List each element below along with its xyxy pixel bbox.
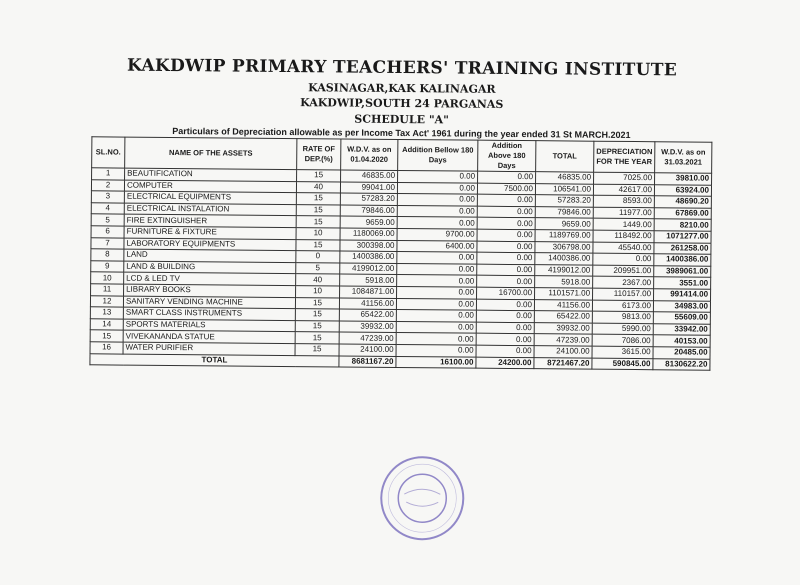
cell-sl: 5 — [91, 214, 124, 226]
cell-wdv-close: 55609.00 — [653, 312, 710, 324]
cell-asset-name: VIVEKANANDA STATUE — [123, 330, 295, 343]
cell-total: 39932.00 — [534, 322, 592, 334]
cell-wdv-open: 300398.00 — [340, 240, 397, 252]
auditor-seal-stamp — [378, 454, 467, 543]
cell-wdv-open: 4199012.00 — [340, 263, 397, 275]
cell-add-above: 0.00 — [476, 310, 534, 322]
cell-sl: 6 — [91, 226, 124, 238]
cell-total: 5918.00 — [535, 276, 593, 288]
cell-depreciation: 8593.00 — [593, 195, 654, 207]
cell-rate: 15 — [295, 309, 339, 321]
cell-add-above: 0.00 — [477, 218, 535, 230]
total-wdv-close: 8130622.20 — [653, 358, 710, 370]
cell-asset-name: LAND — [124, 249, 296, 262]
cell-asset-name: LIBRARY BOOKS — [124, 284, 296, 297]
cell-rate: 10 — [296, 228, 340, 240]
total-wdv-open: 8681167.20 — [339, 355, 396, 367]
cell-wdv-open: 9659.00 — [340, 216, 397, 228]
cell-wdv-close: 3989061.00 — [654, 265, 711, 277]
cell-depreciation: 9813.00 — [592, 311, 653, 323]
cell-depreciation: 7025.00 — [594, 172, 655, 184]
cell-add-above: 0.00 — [477, 194, 535, 206]
total-add-above: 24200.00 — [476, 357, 534, 369]
cell-add-below: 0.00 — [396, 344, 476, 356]
cell-depreciation: 11977.00 — [593, 207, 654, 219]
cell-total: 24100.00 — [534, 346, 592, 358]
cell-sl: 7 — [91, 237, 124, 249]
cell-wdv-open: 1180069.00 — [340, 228, 397, 240]
cell-rate: 15 — [296, 239, 340, 251]
col-header-asset-name: NAME OF THE ASSETS — [125, 137, 297, 169]
col-header-total: TOTAL — [536, 141, 594, 173]
cell-depreciation: 42617.00 — [593, 184, 654, 196]
cell-add-below: 0.00 — [397, 275, 477, 287]
cell-rate: 15 — [295, 297, 339, 309]
cell-wdv-open: 1400386.00 — [340, 251, 397, 263]
cell-wdv-close: 39810.00 — [655, 173, 712, 185]
cell-add-above: 0.00 — [478, 171, 536, 183]
col-header-add-above: Addition Above 180 Days — [478, 140, 536, 172]
cell-depreciation: 5990.00 — [592, 323, 653, 335]
cell-wdv-close: 67869.00 — [654, 207, 711, 219]
cell-asset-name: LABORATORY EQUIPMENTS — [124, 238, 296, 251]
cell-asset-name: ELECTRICAL EQUIPMENTS — [124, 191, 296, 204]
cell-wdv-close: 8210.00 — [654, 219, 711, 231]
cell-add-below: 0.00 — [397, 252, 477, 264]
cell-total: 9659.00 — [535, 218, 593, 230]
cell-depreciation: 0.00 — [593, 253, 654, 265]
col-header-rate: RATE OF DEP.(%) — [297, 139, 341, 170]
cell-add-below: 0.00 — [397, 286, 477, 298]
cell-sl: 2 — [91, 179, 124, 191]
cell-wdv-close: 261258.00 — [654, 242, 711, 254]
cell-depreciation: 2367.00 — [593, 277, 654, 289]
cell-add-above: 0.00 — [477, 252, 535, 264]
cell-rate: 15 — [295, 343, 339, 355]
cell-total: 1189769.00 — [535, 230, 593, 242]
cell-wdv-open: 1084871.00 — [340, 286, 397, 298]
cell-depreciation: 209951.00 — [593, 265, 654, 277]
schedule-title: SCHEDULE "A" — [354, 112, 449, 127]
cell-asset-name: COMPUTER — [124, 180, 296, 193]
cell-add-below: 0.00 — [396, 310, 476, 322]
cell-total: 46835.00 — [536, 172, 594, 184]
cell-total: 1400386.00 — [535, 253, 593, 265]
cell-sl: 16 — [90, 342, 123, 354]
cell-depreciation: 110157.00 — [593, 288, 654, 300]
cell-rate: 15 — [296, 204, 340, 216]
cell-total: 106541.00 — [535, 183, 593, 195]
cell-add-above: 7500.00 — [477, 183, 535, 195]
institute-title: KAKDWIP PRIMARY TEACHERS' TRAINING INSTITUTE — [126, 55, 678, 81]
cell-add-below: 9700.00 — [397, 228, 477, 240]
cell-rate: 15 — [297, 170, 341, 182]
cell-wdv-close: 40153.00 — [653, 335, 710, 347]
cell-asset-name: SANITARY VENDING MACHINE — [123, 296, 295, 309]
cell-sl: 8 — [91, 249, 124, 261]
cell-rate: 15 — [295, 332, 339, 344]
total-add-below: 16100.00 — [396, 356, 476, 368]
cell-add-below: 0.00 — [396, 333, 476, 345]
cell-add-below: 0.00 — [397, 263, 477, 275]
cell-add-below: 6400.00 — [397, 240, 477, 252]
col-header-add-below: Addition Bellow 180 Days — [398, 139, 478, 171]
cell-asset-name: SPORTS MATERIALS — [123, 319, 295, 332]
cell-wdv-close: 33942.00 — [653, 323, 710, 335]
cell-depreciation: 3615.00 — [592, 346, 653, 358]
cell-total: 47239.00 — [534, 334, 592, 346]
cell-add-below: 0.00 — [398, 170, 478, 182]
table-body — [90, 168, 712, 359]
cell-wdv-close: 1071277.00 — [654, 231, 711, 243]
cell-rate: 40 — [296, 181, 340, 193]
cell-add-above: 0.00 — [477, 206, 535, 218]
cell-wdv-open: 24100.00 — [339, 344, 396, 356]
cell-add-above: 0.00 — [476, 322, 534, 334]
cell-add-below: 0.00 — [397, 217, 477, 229]
cell-asset-name: LCD & LED TV — [124, 272, 296, 285]
address-line-2: KAKDWIP,SOUTH 24 PARGANAS — [300, 96, 504, 111]
cell-wdv-close: 48690.20 — [654, 196, 711, 208]
cell-total: 1101571.00 — [535, 288, 593, 300]
cell-add-above: 0.00 — [477, 264, 535, 276]
cell-wdv-close: 3551.00 — [654, 277, 711, 289]
cell-sl: 11 — [91, 284, 124, 296]
cell-wdv-close: 991414.00 — [654, 289, 711, 301]
cell-wdv-open: 46835.00 — [341, 170, 398, 182]
address-line-1: KASINAGAR,KAK KALINAGAR — [308, 81, 496, 96]
cell-wdv-open: 57283.20 — [340, 193, 397, 205]
cell-asset-name: BEAUTIFICATION — [125, 168, 297, 181]
cell-total: 41156.00 — [534, 299, 592, 311]
cell-total: 65422.00 — [534, 311, 592, 323]
cell-add-below: 0.00 — [397, 205, 477, 217]
cell-asset-name: ELECTRICAL INSTALATION — [124, 203, 296, 216]
cell-asset-name: FURNITURE & FIXTURE — [124, 226, 296, 239]
cell-depreciation: 7086.00 — [592, 334, 653, 346]
total-depreciation: 590845.00 — [592, 358, 653, 370]
cell-rate: 15 — [295, 320, 339, 332]
cell-asset-name: LAND & BUILDING — [124, 261, 296, 274]
cell-sl: 1 — [92, 168, 125, 180]
cell-rate: 40 — [296, 274, 340, 286]
cell-wdv-open: 99041.00 — [340, 182, 397, 194]
cell-asset-name: WATER PURIFIER — [123, 342, 295, 355]
cell-total: 79846.00 — [535, 206, 593, 218]
cell-depreciation: 1449.00 — [593, 219, 654, 231]
cell-sl: 15 — [90, 330, 123, 342]
cell-wdv-open: 41156.00 — [339, 298, 396, 310]
col-header-depreciation: DEPRECIATION FOR THE YEAR — [594, 141, 655, 173]
cell-add-below: 0.00 — [397, 194, 477, 206]
col-header-sl: SL.NO. — [92, 137, 125, 168]
cell-add-above: 0.00 — [477, 276, 535, 288]
cell-add-above: 0.00 — [476, 345, 534, 357]
cell-add-below: 0.00 — [396, 321, 476, 333]
cell-wdv-open: 65422.00 — [339, 309, 396, 321]
col-header-wdv-open: W.D.V. as on 01.04.2020 — [341, 139, 398, 170]
cell-wdv-close: 1400386.00 — [654, 254, 711, 266]
cell-wdv-close: 63924.00 — [654, 184, 711, 196]
cell-rate: 0 — [296, 251, 340, 263]
total-total: 8721467.20 — [534, 357, 592, 369]
cell-sl: 13 — [90, 307, 123, 319]
depreciation-table — [89, 136, 712, 371]
cell-add-above: 16700.00 — [477, 287, 535, 299]
cell-add-above: 0.00 — [476, 299, 534, 311]
cell-total: 57283.20 — [535, 195, 593, 207]
cell-wdv-open: 47239.00 — [339, 332, 396, 344]
cell-depreciation: 6173.00 — [592, 300, 653, 312]
cell-add-above: 0.00 — [477, 241, 535, 253]
cell-total: 4199012.00 — [535, 264, 593, 276]
cell-add-below: 0.00 — [397, 182, 477, 194]
cell-wdv-open: 5918.00 — [340, 274, 397, 286]
cell-rate: 15 — [296, 193, 340, 205]
cell-wdv-close: 34983.00 — [653, 300, 710, 312]
cell-sl: 10 — [91, 272, 124, 284]
cell-sl: 12 — [90, 295, 123, 307]
cell-sl: 9 — [91, 261, 124, 273]
cell-rate: 5 — [296, 262, 340, 274]
cell-add-above: 0.00 — [476, 333, 534, 345]
cell-wdv-close: 20485.00 — [653, 347, 710, 359]
particulars-caption: Particulars of Depreciation allowable as per Income Tax Act' 1961 during the year ended 31 St MARCH.2021 — [172, 126, 631, 141]
cell-total: 306798.00 — [535, 241, 593, 253]
cell-sl: 14 — [90, 319, 123, 331]
cell-wdv-open: 39932.00 — [339, 321, 396, 333]
cell-asset-name: SMART CLASS INSTRUMENTS — [123, 307, 295, 320]
cell-rate: 15 — [296, 216, 340, 228]
cell-asset-name: FIRE EXTINGUISHER — [124, 214, 296, 227]
cell-sl: 4 — [91, 203, 124, 215]
cell-wdv-open: 79846.00 — [340, 205, 397, 217]
cell-add-below: 0.00 — [396, 298, 476, 310]
total-label: TOTAL — [90, 353, 339, 367]
cell-rate: 10 — [296, 286, 340, 298]
cell-depreciation: 45540.00 — [593, 242, 654, 254]
cell-sl: 3 — [91, 191, 124, 203]
cell-depreciation: 118492.00 — [593, 230, 654, 242]
col-header-wdv-close: W.D.V. as on 31.03.2021 — [655, 142, 712, 173]
cell-add-above: 0.00 — [477, 229, 535, 241]
